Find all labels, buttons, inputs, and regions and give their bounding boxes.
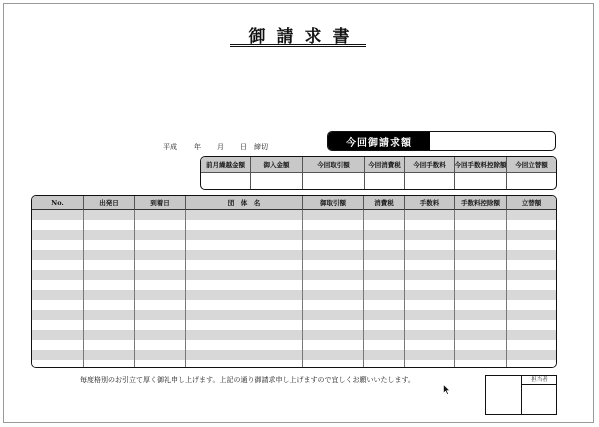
table-cell[interactable] bbox=[186, 230, 303, 240]
mouse-pointer-icon bbox=[443, 384, 451, 395]
summary-cell[interactable] bbox=[365, 173, 405, 189]
table-cell[interactable] bbox=[84, 280, 135, 290]
table-cell[interactable] bbox=[32, 240, 84, 250]
staff-label: 担当者 bbox=[522, 376, 557, 385]
table-cell[interactable] bbox=[186, 310, 303, 320]
table-cell[interactable] bbox=[186, 290, 303, 300]
column-header: No. bbox=[32, 196, 84, 210]
table-row bbox=[32, 280, 556, 290]
table-cell[interactable] bbox=[455, 280, 507, 290]
table-cell[interactable] bbox=[135, 320, 186, 330]
table-cell[interactable] bbox=[405, 340, 455, 350]
invoice-total-field[interactable] bbox=[430, 132, 555, 150]
table-cell[interactable] bbox=[303, 340, 364, 350]
table-cell[interactable] bbox=[364, 220, 405, 230]
table-cell[interactable] bbox=[507, 300, 556, 310]
table-cell[interactable] bbox=[303, 270, 364, 280]
summary-cell[interactable] bbox=[405, 173, 455, 189]
column-header: 出発日 bbox=[84, 196, 135, 210]
summary-header: 前月繰越金額 bbox=[201, 157, 251, 173]
table-row bbox=[32, 240, 556, 250]
table-cell[interactable] bbox=[507, 360, 556, 368]
table-cell[interactable] bbox=[507, 350, 556, 360]
line-items-header-row bbox=[32, 196, 556, 210]
summary-header: 今回立替額 bbox=[507, 157, 556, 173]
table-cell[interactable] bbox=[507, 250, 556, 260]
table-cell[interactable] bbox=[32, 330, 84, 340]
table-cell[interactable] bbox=[455, 210, 507, 220]
table-cell[interactable] bbox=[455, 330, 507, 340]
table-cell[interactable] bbox=[186, 260, 303, 270]
table-cell[interactable] bbox=[303, 290, 364, 300]
table-cell[interactable] bbox=[507, 240, 556, 250]
table-cell[interactable] bbox=[135, 300, 186, 310]
table-cell[interactable] bbox=[455, 260, 507, 270]
table-cell[interactable] bbox=[364, 360, 405, 368]
table-cell[interactable] bbox=[84, 290, 135, 300]
table-cell[interactable] bbox=[405, 280, 455, 290]
table-cell[interactable] bbox=[364, 210, 405, 220]
table-cell[interactable] bbox=[135, 280, 186, 290]
table-cell[interactable] bbox=[303, 280, 364, 290]
table-cell[interactable] bbox=[303, 220, 364, 230]
table-cell[interactable] bbox=[455, 350, 507, 360]
table-cell[interactable] bbox=[455, 250, 507, 260]
table-row bbox=[32, 290, 556, 300]
summary-header: 今回取引額 bbox=[303, 157, 365, 173]
table-cell[interactable] bbox=[507, 270, 556, 280]
table-cell[interactable] bbox=[507, 330, 556, 340]
era-label: 平成 bbox=[163, 143, 177, 151]
table-cell[interactable] bbox=[405, 300, 455, 310]
line-items-table bbox=[31, 195, 557, 368]
table-cell[interactable] bbox=[364, 350, 405, 360]
summary-header: 今回手数料 bbox=[405, 157, 455, 173]
day-label: 日 bbox=[240, 143, 247, 151]
table-cell[interactable] bbox=[364, 330, 405, 340]
table-cell[interactable] bbox=[405, 310, 455, 320]
table-cell[interactable] bbox=[32, 300, 84, 310]
year-label: 年 bbox=[194, 143, 201, 151]
table-cell[interactable] bbox=[186, 280, 303, 290]
table-cell[interactable] bbox=[364, 250, 405, 260]
invoice-total-box bbox=[327, 131, 556, 151]
table-cell[interactable] bbox=[405, 360, 455, 368]
column-header: 到着日 bbox=[135, 196, 186, 210]
table-cell[interactable] bbox=[32, 210, 84, 220]
line-items-body bbox=[32, 210, 556, 368]
table-cell[interactable] bbox=[455, 320, 507, 330]
summary-header: 今回消費税 bbox=[365, 157, 405, 173]
table-cell[interactable] bbox=[186, 240, 303, 250]
summary-table bbox=[200, 156, 557, 190]
column-header: 団 体 名 bbox=[186, 196, 303, 210]
table-cell[interactable] bbox=[135, 250, 186, 260]
table-cell[interactable] bbox=[84, 320, 135, 330]
table-cell[interactable] bbox=[186, 300, 303, 310]
table-cell[interactable] bbox=[405, 320, 455, 330]
table-row bbox=[32, 340, 556, 350]
table-cell[interactable] bbox=[455, 290, 507, 300]
table-cell[interactable] bbox=[135, 350, 186, 360]
table-cell[interactable] bbox=[455, 360, 507, 368]
table-cell[interactable] bbox=[507, 220, 556, 230]
table-cell[interactable] bbox=[364, 260, 405, 270]
table-cell[interactable] bbox=[303, 230, 364, 240]
table-cell[interactable] bbox=[84, 350, 135, 360]
month-label: 月 bbox=[217, 143, 224, 151]
title-underline-double bbox=[230, 46, 366, 47]
table-cell[interactable] bbox=[32, 340, 84, 350]
table-cell[interactable] bbox=[405, 290, 455, 300]
table-cell[interactable] bbox=[303, 310, 364, 320]
table-cell[interactable] bbox=[84, 360, 135, 368]
table-cell[interactable] bbox=[186, 330, 303, 340]
table-cell[interactable] bbox=[303, 210, 364, 220]
table-cell[interactable] bbox=[507, 210, 556, 220]
table-row bbox=[32, 320, 556, 330]
table-cell[interactable] bbox=[135, 340, 186, 350]
table-cell[interactable] bbox=[405, 330, 455, 340]
column-header: 消費税 bbox=[364, 196, 405, 210]
table-cell[interactable] bbox=[303, 300, 364, 310]
table-cell[interactable] bbox=[364, 310, 405, 320]
column-header: 御取引額 bbox=[303, 196, 364, 210]
table-cell[interactable] bbox=[84, 330, 135, 340]
table-cell[interactable] bbox=[303, 320, 364, 330]
table-cell[interactable] bbox=[405, 220, 455, 230]
table-cell[interactable] bbox=[186, 220, 303, 230]
table-cell[interactable] bbox=[303, 330, 364, 340]
table-cell[interactable] bbox=[303, 360, 364, 368]
table-cell[interactable] bbox=[455, 240, 507, 250]
table-row bbox=[32, 300, 556, 310]
table-cell[interactable] bbox=[364, 240, 405, 250]
table-cell[interactable] bbox=[303, 350, 364, 360]
table-row bbox=[32, 270, 556, 280]
summary-cell[interactable] bbox=[251, 173, 303, 189]
summary-header: 今回手数料控除額 bbox=[455, 157, 507, 173]
table-cell[interactable] bbox=[186, 350, 303, 360]
summary-header: 御入金額 bbox=[251, 157, 303, 173]
table-cell[interactable] bbox=[32, 250, 84, 260]
table-cell[interactable] bbox=[32, 260, 84, 270]
table-cell[interactable] bbox=[186, 340, 303, 350]
summary-cell[interactable] bbox=[455, 173, 507, 189]
table-cell[interactable] bbox=[32, 290, 84, 300]
table-cell[interactable] bbox=[364, 300, 405, 310]
table-cell[interactable] bbox=[32, 360, 84, 368]
table-cell[interactable] bbox=[186, 270, 303, 280]
table-cell[interactable] bbox=[135, 310, 186, 320]
table-cell[interactable] bbox=[135, 220, 186, 230]
table-cell[interactable] bbox=[135, 270, 186, 280]
table-cell[interactable] bbox=[84, 340, 135, 350]
table-cell[interactable] bbox=[32, 220, 84, 230]
title-underline bbox=[230, 44, 366, 45]
summary-cell[interactable] bbox=[201, 173, 251, 189]
table-cell[interactable] bbox=[507, 310, 556, 320]
table-cell[interactable] bbox=[186, 210, 303, 220]
table-cell[interactable] bbox=[455, 340, 507, 350]
table-row bbox=[32, 360, 556, 368]
table-cell[interactable] bbox=[84, 210, 135, 220]
table-cell[interactable] bbox=[32, 270, 84, 280]
table-cell[interactable] bbox=[186, 320, 303, 330]
staff-stamp-box bbox=[485, 375, 557, 415]
table-cell[interactable] bbox=[455, 230, 507, 240]
table-cell[interactable] bbox=[455, 310, 507, 320]
table-cell[interactable] bbox=[405, 270, 455, 280]
summary-cell[interactable] bbox=[303, 173, 365, 189]
table-cell[interactable] bbox=[507, 320, 556, 330]
document-title: 御請求書 bbox=[248, 27, 361, 47]
table-cell[interactable] bbox=[303, 260, 364, 270]
summary-cell[interactable] bbox=[507, 173, 556, 189]
column-header: 手数料 bbox=[405, 196, 455, 210]
table-cell[interactable] bbox=[364, 230, 405, 240]
table-cell[interactable] bbox=[84, 260, 135, 270]
table-cell[interactable] bbox=[405, 240, 455, 250]
table-cell[interactable] bbox=[507, 260, 556, 270]
cutoff-label: 締切 bbox=[254, 143, 268, 151]
table-cell[interactable] bbox=[455, 300, 507, 310]
table-cell[interactable] bbox=[405, 350, 455, 360]
table-row bbox=[32, 250, 556, 260]
table-cell[interactable] bbox=[364, 270, 405, 280]
table-cell[interactable] bbox=[84, 240, 135, 250]
table-cell[interactable] bbox=[405, 230, 455, 240]
table-cell[interactable] bbox=[84, 250, 135, 260]
closing-message: 毎度格別のお引立て厚く御礼申し上げます。上記の通り御請求申し上げますので宜しくお願いいたします。 bbox=[80, 376, 415, 384]
table-cell[interactable] bbox=[135, 240, 186, 250]
table-cell[interactable] bbox=[405, 210, 455, 220]
table-cell[interactable] bbox=[405, 250, 455, 260]
table-cell[interactable] bbox=[364, 290, 405, 300]
table-cell[interactable] bbox=[84, 230, 135, 240]
table-row bbox=[32, 330, 556, 340]
table-cell[interactable] bbox=[32, 230, 84, 240]
table-row bbox=[32, 210, 556, 220]
column-header: 手数料控除額 bbox=[455, 196, 507, 210]
table-cell[interactable] bbox=[84, 300, 135, 310]
table-cell[interactable] bbox=[405, 260, 455, 270]
table-cell[interactable] bbox=[303, 240, 364, 250]
table-cell[interactable] bbox=[84, 270, 135, 280]
table-cell[interactable] bbox=[455, 270, 507, 280]
table-cell[interactable] bbox=[135, 360, 186, 368]
table-row bbox=[32, 310, 556, 320]
invoice-total-label: 今回御請求額 bbox=[328, 132, 430, 150]
table-cell[interactable] bbox=[507, 340, 556, 350]
table-cell[interactable] bbox=[303, 250, 364, 260]
table-cell[interactable] bbox=[364, 280, 405, 290]
column-header: 立替額 bbox=[507, 196, 556, 210]
table-cell[interactable] bbox=[507, 290, 556, 300]
table-cell[interactable] bbox=[135, 230, 186, 240]
table-cell[interactable] bbox=[364, 320, 405, 330]
table-cell[interactable] bbox=[135, 290, 186, 300]
table-row bbox=[32, 350, 556, 360]
table-cell[interactable] bbox=[32, 350, 84, 360]
table-cell[interactable] bbox=[135, 260, 186, 270]
table-cell[interactable] bbox=[135, 210, 186, 220]
table-row bbox=[32, 260, 556, 270]
table-cell[interactable] bbox=[84, 220, 135, 230]
table-cell[interactable] bbox=[507, 230, 556, 240]
table-cell[interactable] bbox=[135, 330, 186, 340]
table-cell[interactable] bbox=[32, 280, 84, 290]
table-cell[interactable] bbox=[507, 280, 556, 290]
table-cell[interactable] bbox=[455, 220, 507, 230]
table-cell[interactable] bbox=[32, 310, 84, 320]
table-cell[interactable] bbox=[186, 360, 303, 368]
table-row bbox=[32, 220, 556, 230]
table-row bbox=[32, 230, 556, 240]
table-cell[interactable] bbox=[84, 310, 135, 320]
table-cell[interactable] bbox=[32, 320, 84, 330]
table-cell[interactable] bbox=[364, 340, 405, 350]
table-cell[interactable] bbox=[186, 250, 303, 260]
